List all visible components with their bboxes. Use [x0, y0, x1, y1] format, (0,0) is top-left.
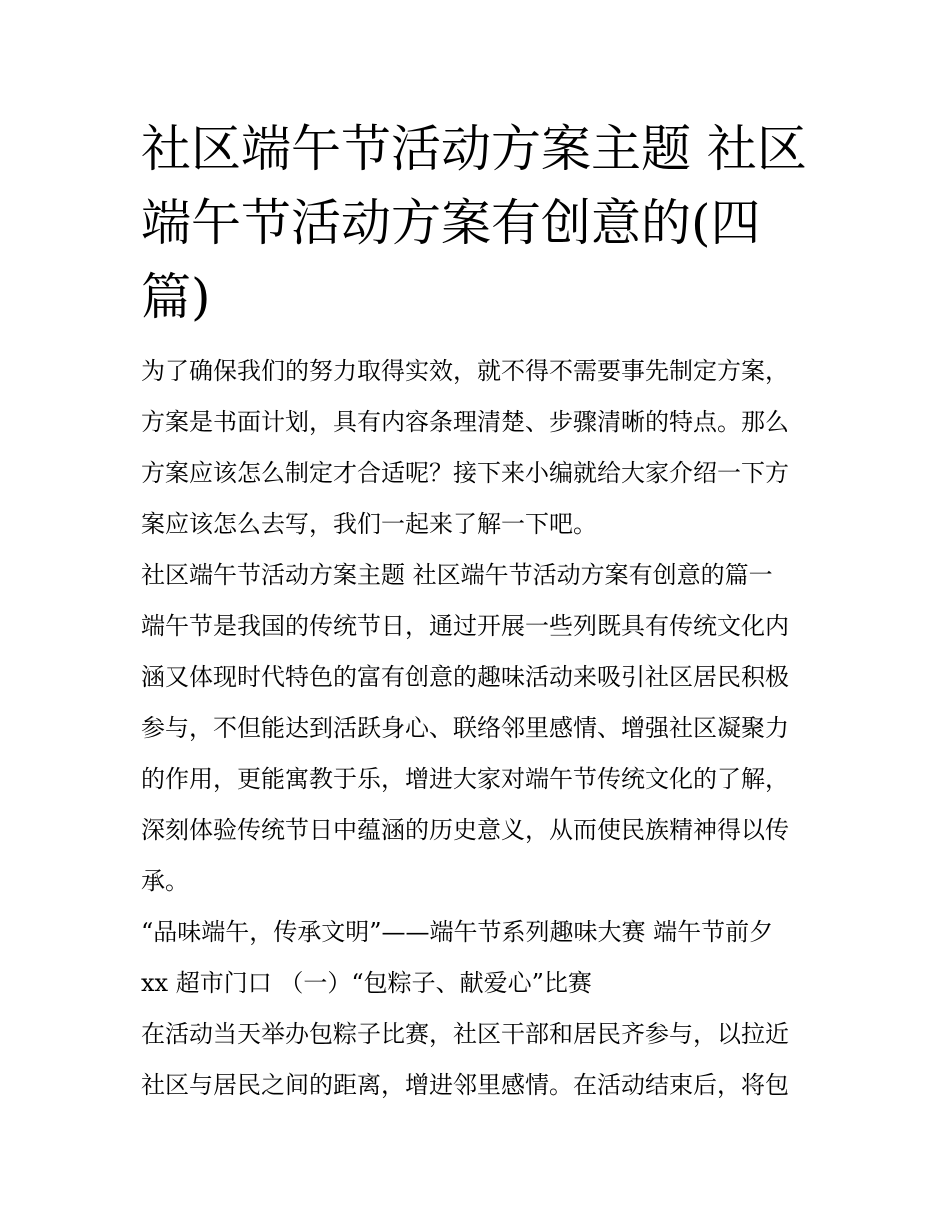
text-line: 涵又体现时代特色的富有创意的趣味活动来吸引社区居民积极: [141, 663, 789, 691]
text-line: 方案应该怎么制定才合适呢？接下来小编就给大家介绍一下方: [141, 459, 789, 487]
text-line: 社区端午节活动方案主题 社区端午节活动方案有创意的篇一: [141, 561, 773, 589]
title-line: 社区端午节活动方案主题 社区: [141, 120, 807, 178]
text-line: 承。: [141, 867, 189, 895]
text-line: 的作用，更能寓教于乐，增进大家对端午节传统文化的了解，: [141, 765, 789, 793]
activity-paragraph: [141, 1009, 816, 1111]
body-paragraph: [141, 601, 816, 907]
text-line: xx 超市门口 （一）“包粽子、献爱心”比赛: [141, 969, 592, 997]
text-line: 为了确保我们的努力取得实效，就不得不需要事先制定方案，: [141, 357, 789, 385]
text-line: 方案是书面计划，具有内容条理清楚、步骤清晰的特点。那么: [141, 408, 789, 436]
text-line: 参与，不但能达到活跃身心、联络邻里感情、增强社区凝聚力: [141, 714, 789, 742]
event-paragraph: [141, 907, 816, 1009]
text-line: 深刻体验传统节日中蕴涵的历史意义，从而使民族精神得以传: [141, 816, 789, 844]
text-line: 社区与居民之间的距离，增进邻里感情。在活动结束后，将包: [141, 1071, 789, 1099]
title-line: 篇): [141, 268, 211, 326]
text-line: 在活动当天举办包粽子比赛，社区干部和居民齐参与，以拉近: [141, 1020, 789, 1048]
document-body: [141, 112, 816, 1111]
title-line: 端午节活动方案有创意的(四: [141, 194, 761, 252]
text-line: “品味端午，传承文明”——端午节系列趣味大赛 端午节前夕: [141, 918, 774, 946]
text-line: 案应该怎么去写，我们一起来了解一下吧。: [141, 510, 597, 538]
section-heading: [141, 550, 816, 601]
document-title: [141, 112, 816, 334]
text-line: 端午节是我国的传统节日，通过开展一些列既具有传统文化内: [141, 612, 789, 640]
intro-paragraph: [141, 346, 816, 550]
